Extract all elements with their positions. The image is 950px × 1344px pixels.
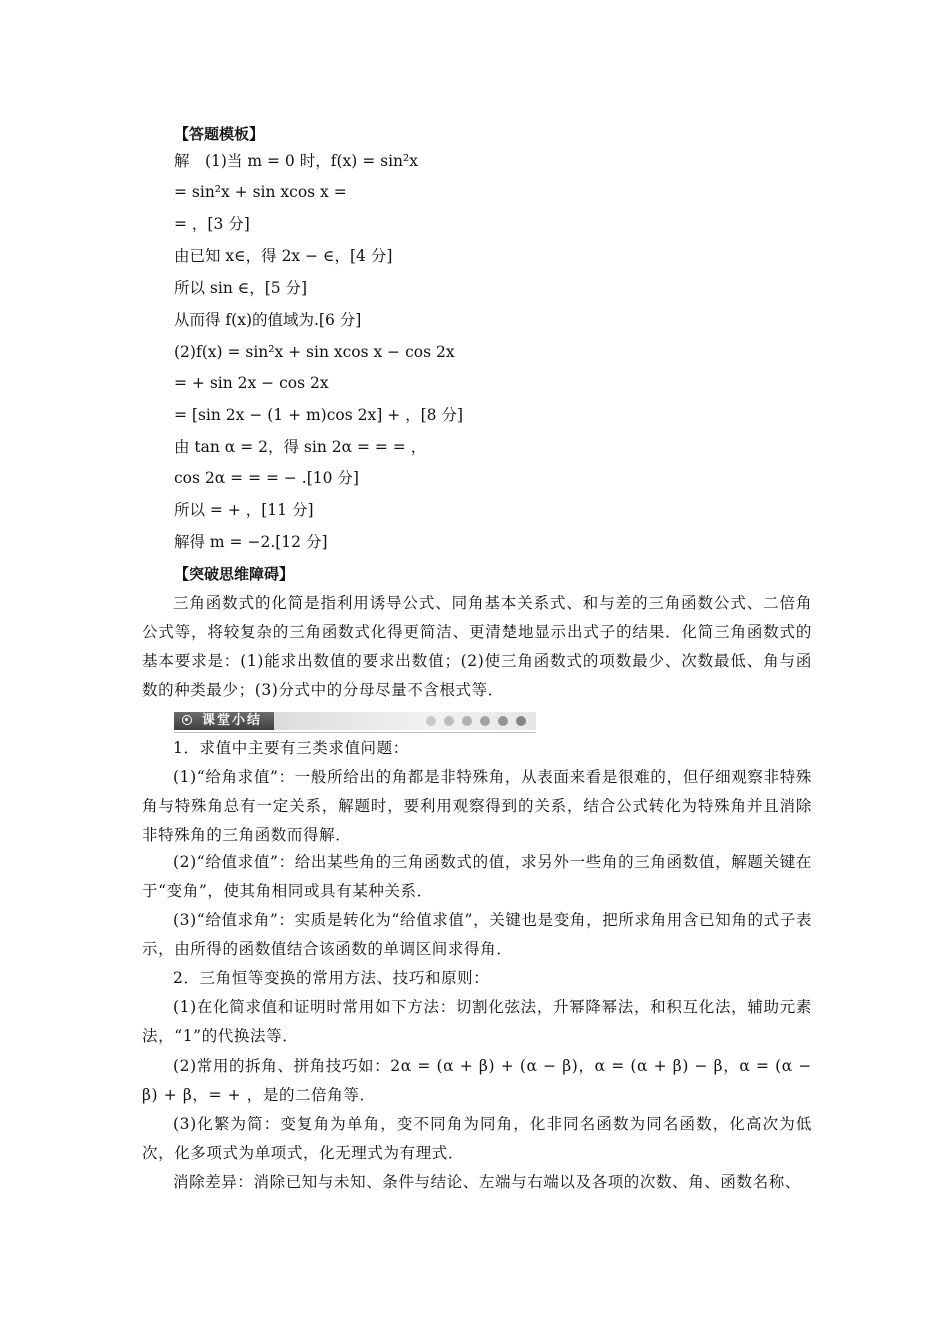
solution-line-4: 由已知 x∈，得 2x − ∈，[4 分] [174, 247, 393, 265]
template-heading: 【答题模板】 [174, 125, 265, 143]
solution-line-7: (2)f(x) = sin²x + sin xcos x − cos 2x [174, 343, 455, 361]
solution-line-13: 解得 m = −2.[12 分] [174, 533, 328, 551]
summary-point-2-4: 消除差异：消除已知与未知、条件与结论、左端与右端以及各项的次数、角、函数名称、 [173, 1173, 801, 1191]
summary-point-2-2: (2)常用的拆角、拼角技巧如：2α = (α + β) + (α − β)，α = (α + β) − β，α = (α − β) + β，= + ，是的二倍角等． [142, 1057, 812, 1104]
solution-line-12: 所以 = + ，[11 分] [174, 501, 314, 519]
summary-point-2: 2．三角恒等变换的常用方法、技巧和原则： [173, 969, 490, 987]
summary-point-2-3: (3)化繁为简：变复角为单角，变不同角为同角，化非同名函数为同名函数，化高次为低次，化多项式为单项式，化无理式为有理式． [142, 1115, 812, 1162]
summary-banner [174, 712, 536, 734]
solution-line-6: 从而得 f(x)的值域为.[6 分] [174, 311, 362, 329]
summary-point-1-3: (3)“给值求角”：实质是转化为“给值求值”，关键也是变角，把所求角用含已知角的式子表示，由所得的函数值结合该函数的单调区间求得角． [142, 911, 812, 958]
solution-line-5: 所以 sin ∈，[5 分] [174, 279, 308, 297]
solution-line-11: cos 2α = = = − .[10 分] [174, 469, 359, 487]
solution-line-2: = sin²x + sin xcos x = [174, 183, 347, 201]
solution-line-8: = + sin 2x − cos 2x [174, 374, 329, 392]
decorative-dots [426, 716, 526, 726]
summary-banner-title: 课堂小结 [202, 713, 263, 728]
bullet-circle-icon [182, 715, 192, 725]
summary-point-1-1: (1)“给角求值”：一般所给出的角都是非特殊角，从表面来看是很难的，但仔细观察非特殊角与特殊角总有一定关系，解题时，要利用观察得到的关系，结合公式转化为特殊角并且消除非特殊角的三角函数而得解． [142, 768, 812, 844]
solution-line-9: = [sin 2x − (1 + m)cos 2x] + ，[8 分] [174, 406, 463, 424]
summary-point-1: 1．求值中主要有三类求值问题： [173, 739, 409, 757]
solution-line-10: 由 tan α = 2，得 sin 2α = = = ， [174, 438, 427, 456]
breakthrough-heading: 【突破思维障碍】 [174, 565, 295, 583]
summary-point-2-1: (1)在化简求值和证明时常用如下方法：切割化弦法，升幂降幂法，和积互化法，辅助元素法，“1”的代换法等． [142, 998, 812, 1045]
solution-line-3: = ，[3 分] [174, 215, 250, 233]
solution-line-1: 解 (1)当 m = 0 时，f(x) = sin²x [174, 152, 418, 170]
breakthrough-paragraph: 三角函数式的化简是指利用诱导公式、同角基本关系式、和与差的三角函数公式、二倍角公式等，将较复杂的三角函数式化得更简洁、更清楚地显示出式子的结果．化简三角函数式的基本要求是：(1)能求出数值的要求出数值；(2)使三角函数式的项数最少、次数最低、角与函数的种类最少；(3)分式中的分母尽量不含根式等． [142, 594, 812, 699]
summary-point-1-2: (2)“给值求值”：给出某些角的三角函数式的值，求另外一些角的三角函数值，解题关键在于“变角”，使其角相同或具有某种关系． [142, 853, 812, 900]
